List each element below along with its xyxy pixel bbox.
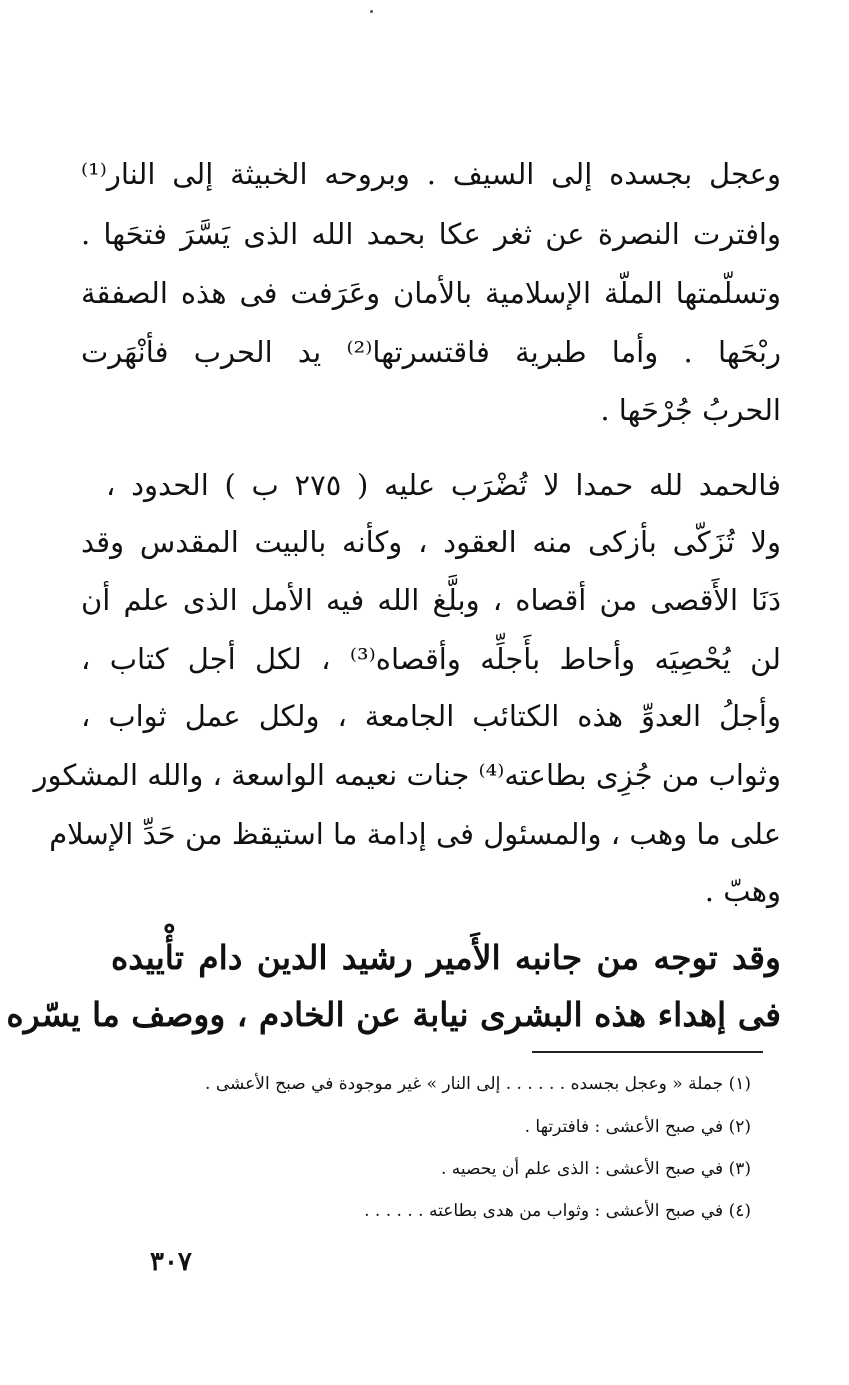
body-line: فالحمد لله حمدا لا تُضْرَب عليه ( ٢٧٥ ب ) الحدود ، <box>106 468 781 502</box>
page-number: ٣٠٧ <box>150 1247 192 1277</box>
body-line: وهبّ . <box>704 874 781 908</box>
body-line: الحربُ جُرْحَها . <box>600 393 781 427</box>
footnote: (٢) في صبح الأعشى : فافترتها . <box>524 1117 751 1137</box>
body-line: وقد توجه من جانبه الأَمير رشيد الدين دام تأْييده <box>111 938 781 977</box>
footnote: (٣) في صبح الأعشى : الذى علم أن يحصيه . <box>440 1159 751 1179</box>
body-line: فى إهداء هذه البشرى نيابة عن الخادم ، ووصف ما يسّره <box>6 995 781 1034</box>
body-line: على ما وهب ، والمسئول فى إدامة ما استيقظ من حَدِّ الإسلام <box>49 817 781 851</box>
footnote: (١) جملة « وعجل بجسده . . . . . . إلى النار » غير موجودة في صبح الأعشى . <box>205 1074 751 1094</box>
body-line: وثواب من جُزِى بطاعته⁽⁴⁾ جنات نعيمه الواسعة ، والله المشكور <box>33 758 781 792</box>
body-line: ولا تُزَكّى بأزكى منه العقود ، وكأنه بالبيت المقدس وقد <box>81 525 781 559</box>
body-line: لن يُحْصِيَه وأحاط بأَجلِّه وأقصاه⁽³⁾ ، لكل أجل كتاب ، <box>81 642 782 676</box>
body-line: وتسلّمتها الملّة الإسلامية بالأمان وعَرَفت فى هذه الصفقة <box>81 276 781 310</box>
body-line: ربْحَها . وأما طبرية فاقتسرتها⁽²⁾ يد الحرب فأنْهَرت <box>81 335 781 369</box>
body-line: وأجلُ العدوِّ هذه الكتائب الجامعة ، ولكل عمل ثواب ، <box>81 699 781 733</box>
body-line: وعجل بجسده إلى السيف . وبروحه الخبيثة إلى النار⁽¹⁾ <box>81 157 781 191</box>
body-line: دَنَا الأَقصى من أقصاه ، وبلَّغ الله فيه الأمل الذى علم أن <box>81 583 781 617</box>
body-line: وافترت النصرة عن ثغر عكا بحمد الله الذى يَسَّرَ فتحَها . <box>81 217 781 251</box>
speck-mark <box>370 10 373 13</box>
footnote-separator <box>532 1051 763 1053</box>
footnote: (٤) في صبح الأعشى : وثواب من هدى بطاعته . . . . . . <box>364 1201 751 1221</box>
